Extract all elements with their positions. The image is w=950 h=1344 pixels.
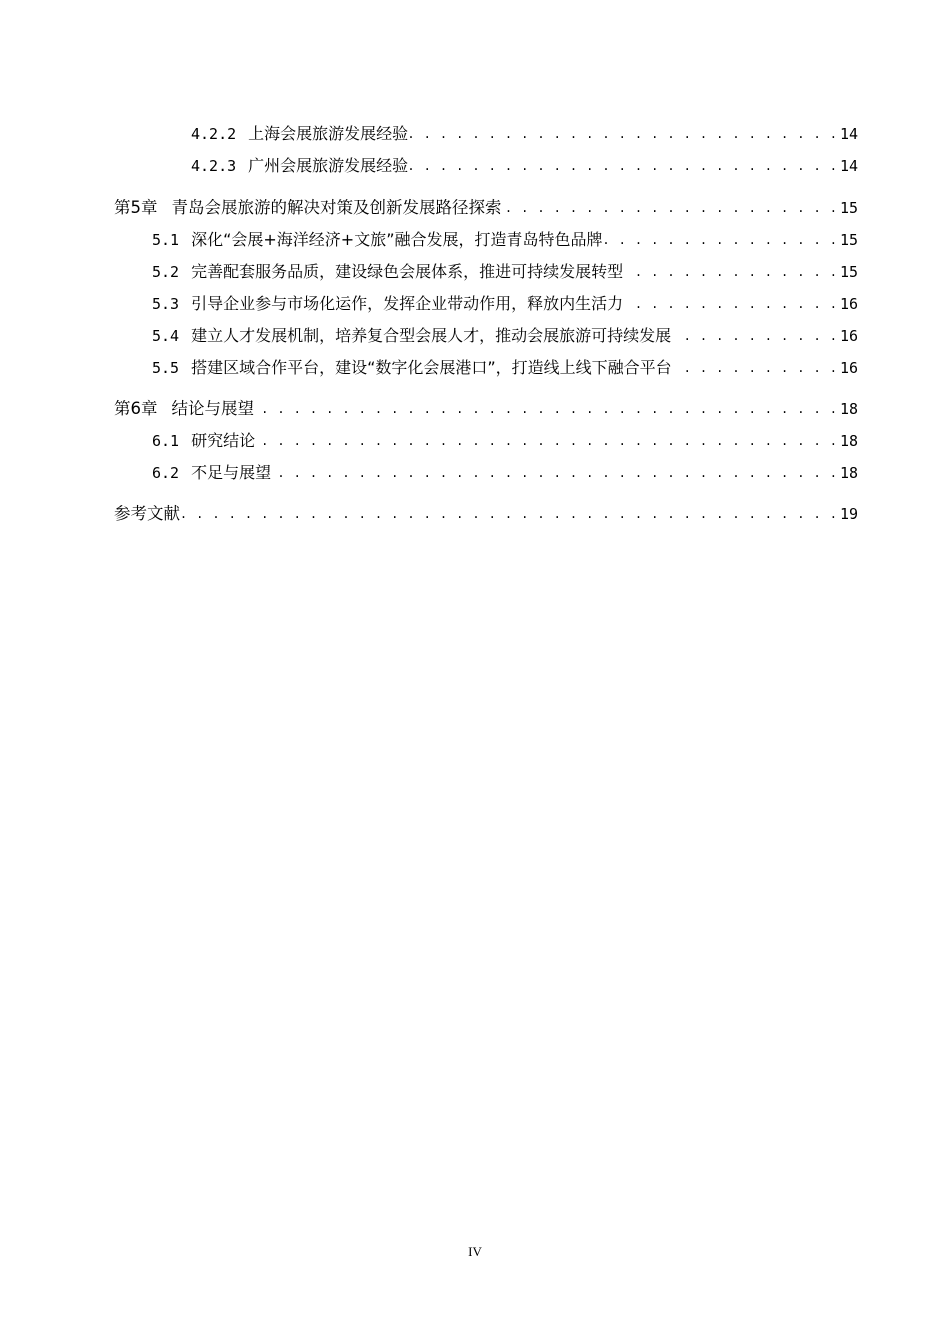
toc-chapter-title: 青岛会展旅游的解决对策及创新发展路径探索	[171, 198, 502, 217]
toc-leader-dots	[674, 358, 838, 378]
toc-leader-dots	[673, 326, 838, 346]
toc-entry[interactable]	[152, 258, 858, 282]
toc-entry[interactable]	[152, 427, 858, 451]
toc-leader-dots	[504, 198, 838, 218]
toc-entry-number: 4.2.3	[191, 157, 237, 175]
toc-entry-page: 19	[839, 505, 858, 523]
toc-entry-page: 18	[839, 464, 858, 482]
toc-entry-title: 广州会展旅游发展经验	[248, 156, 409, 175]
toc-entry[interactable]	[191, 120, 858, 144]
toc-entry[interactable]	[191, 152, 858, 176]
toc-entry-page: 15	[839, 231, 858, 249]
toc-leader-dots	[410, 156, 838, 176]
toc-leader-dots	[625, 294, 838, 314]
toc-chapter-title: 结论与展望	[171, 399, 254, 418]
toc-entry-number: 5.3	[152, 295, 180, 313]
toc-entry[interactable]	[152, 354, 858, 378]
toc-entry-title: 深化“会展+海洋经济+文旅”融合发展，打造青岛特色品牌	[191, 230, 603, 249]
toc-entry-number: 5.4	[152, 327, 180, 345]
toc-entry-title: 完善配套服务品质，建设绿色会展体系，推进可持续发展转型	[191, 262, 624, 281]
toc-chapter-number: 第5章	[114, 198, 158, 217]
toc-leader-dots	[256, 399, 838, 419]
toc-entry-page: 15	[839, 199, 858, 217]
toc-entry-title: 搭建区域合作平台，建设“数字化会展港口”，打造线上线下融合平台	[191, 358, 672, 377]
toc-entry-number: 6.2	[152, 464, 180, 482]
toc-chapter-title: 参考文献	[114, 504, 180, 523]
toc-entry-number: 5.1	[152, 231, 180, 249]
toc-entry-page: 16	[839, 295, 858, 313]
toc-entry-page: 14	[839, 125, 858, 143]
toc-entry-page: 18	[839, 400, 858, 418]
toc-entry-number: 5.2	[152, 263, 180, 281]
toc-entry-title: 研究结论	[191, 431, 256, 450]
toc-entry-chapter[interactable]	[114, 395, 858, 419]
toc-entry[interactable]	[152, 226, 858, 250]
toc-entry-title: 不足与展望	[191, 463, 272, 482]
toc-leader-dots	[605, 230, 838, 250]
toc-entry-number: 5.5	[152, 359, 180, 377]
toc-entry-references[interactable]	[114, 500, 858, 524]
page-number-footer: IV	[468, 1244, 482, 1259]
toc-entry-number: 4.2.2	[191, 125, 237, 143]
toc-entry-chapter[interactable]	[114, 194, 858, 218]
toc-entry-number: 6.1	[152, 432, 180, 450]
toc-entry-title: 引导企业参与市场化运作，发挥企业带动作用，释放内生活力	[191, 294, 624, 313]
toc-entry[interactable]	[152, 322, 858, 346]
toc-entry[interactable]	[152, 459, 858, 483]
toc-chapter-number: 第6章	[114, 399, 158, 418]
toc-leader-dots	[182, 504, 838, 524]
toc-entry-page: 16	[839, 327, 858, 345]
toc-leader-dots	[273, 463, 838, 483]
toc-entry[interactable]	[152, 290, 858, 314]
toc-entry-title: 上海会展旅游发展经验	[248, 124, 409, 143]
toc-entry-page: 16	[839, 359, 858, 377]
toc-leader-dots	[257, 431, 838, 451]
toc-entry-title: 建立人才发展机制，培养复合型会展人才，推动会展旅游可持续发展	[191, 326, 672, 345]
toc-entry-page: 15	[839, 263, 858, 281]
toc-leader-dots	[625, 262, 838, 282]
toc-entry-page: 18	[839, 432, 858, 450]
toc-leader-dots	[410, 124, 838, 144]
toc-entry-page: 14	[839, 157, 858, 175]
